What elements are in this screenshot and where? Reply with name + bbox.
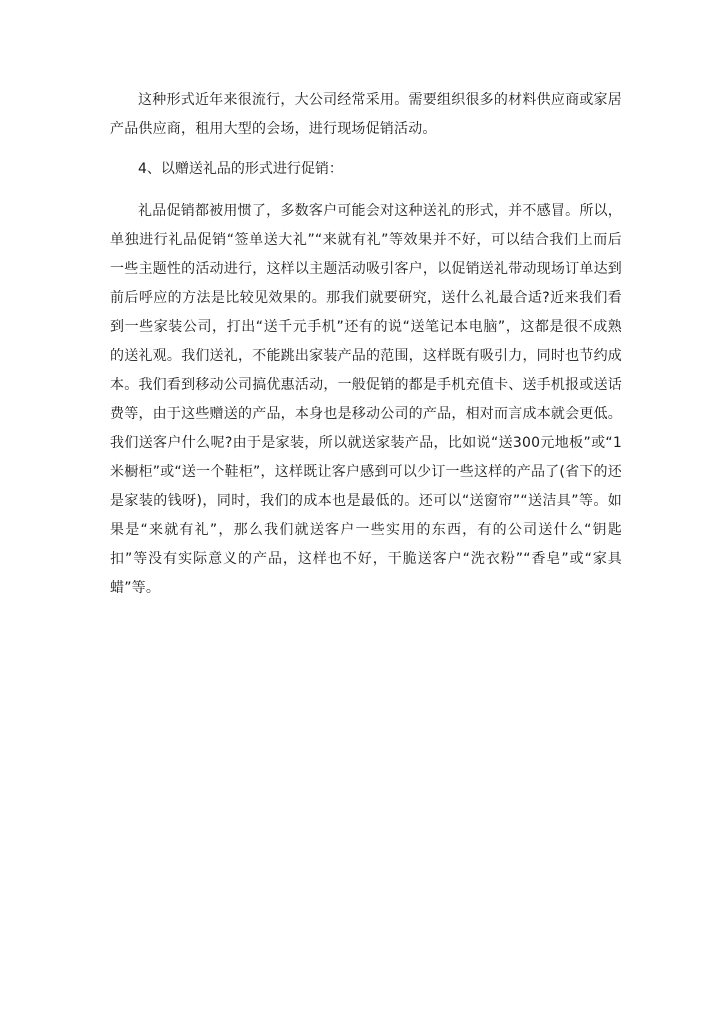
paragraph-text: 礼品促销都被用惯了，多数客户可能会对这种送礼的形式，并不感冒。所以，单独进行礼品促销“签单送大礼”“来就有礼”等效果并不好，可以结合我们上而后一些主题性的活动进行，这样以主题活动吸引客户，以促销送礼带动现场订单达到前后呼应的方法是比较见效果的。那我们就要研究，送什么礼最合适?近来我们看到一些家装公司，打出“送千元手机”还有的说“送笔记本电脑”，这都是很不成熟的送礼观。我们送礼，不能跳出家装产品的范围，这样既有吸引力，同时也节约成本。我们看到移动公司搞优惠活动，一般促销的都是手机充值卡、送手机报或送话费等，由于这些赠送的产品，本身也是移动公司的产品，相对而言成本就会更低。我们送客户什么呢?由于是家装，所以就送家装产品，比如说“送300元地板”或“1米橱柜”或“送一个鞋柜”，这样既让客户感到可以少订一些这样的产品了(省下的还是家装的钱呀)，同时，我们的成本也是最低的。还可以“送窗帘”“送洁具”等。如果是“来就有礼”，那么我们就送客户一些实用的东西，有的公司送什么“钥匙扣”等没有实际意义的产品，这样也不好，干脆送客户“洗衣粉”“香皂”或“家具蜡”等。 xyxy=(110,203,622,596)
paragraph-gift-promotion xyxy=(110,197,622,603)
paragraph-trade-show xyxy=(110,86,622,144)
paragraph-text: 这种形式近年来很流行，大公司经常采用。需要组织很多的材料供应商或家居产品供应商，租用大型的会场，进行现场促销活动。 xyxy=(110,92,622,137)
section-heading-gift-promotion: 4、以赠送礼品的形式进行促销： xyxy=(138,161,343,177)
